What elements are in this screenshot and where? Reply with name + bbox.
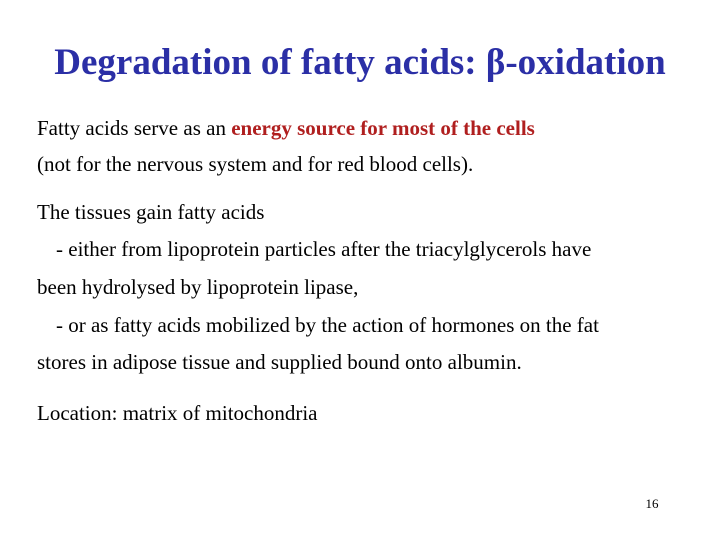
bullet-1-line-2: been hydrolysed by lipoprotein lipase,: [37, 275, 359, 299]
bullet-2-line-2: stores in adipose tissue and supplied bound onto albumin.: [37, 350, 522, 374]
paragraph-1-text: Fatty acids serve as an: [37, 116, 232, 140]
paragraph-2-intro: The tissues gain fatty acids: [37, 200, 265, 224]
page-number: 16: [645, 496, 659, 511]
bullet-1-line-1: - either from lipoprotein particles after the triacylglycerols have: [56, 237, 592, 261]
paragraph-1-line-1: [37, 115, 535, 141]
highlighted-phrase: energy source for most of the cells: [231, 116, 535, 140]
location-text: Location: matrix of mitochondria: [37, 401, 318, 425]
paragraph-1-line-2: (not for the nervous system and for red blood cells).: [37, 152, 474, 176]
slide-title: Degradation of fatty acids: β-oxidation: [54, 42, 666, 83]
bullet-2-line-1: - or as fatty acids mobilized by the action of hormones on the fat: [56, 313, 599, 337]
